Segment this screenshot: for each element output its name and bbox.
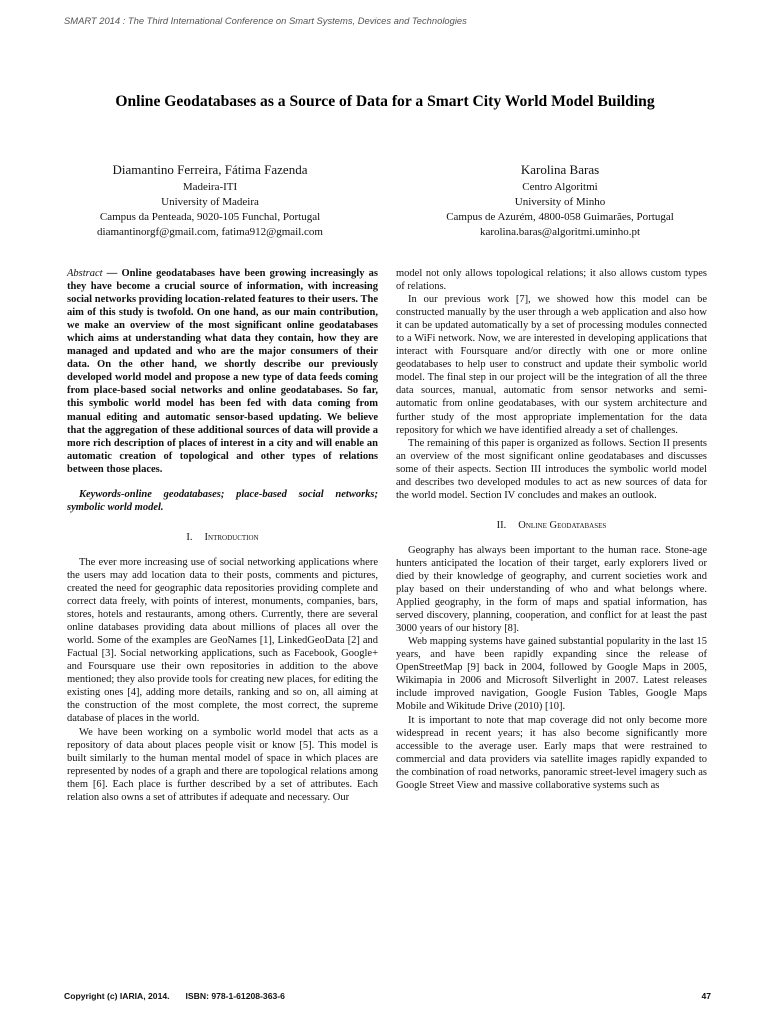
left-column — [67, 267, 378, 804]
section-heading-online-geodatabases — [396, 519, 707, 532]
paragraph: In our previous work [7], we showed how this model can be constructed manually by the user through a web application and also how it can be updated automatically by a set of processing modules connected to a WiFi network. Now, we are interested in developing applications that interact with Foursquare and/or directly with one or more online geodatabases to help user to construct and update their symbolic world model. The final step in our project will be the integration of all the three data sources, manual, automatic from sensor networks and semi-automatic from online geodatabases, with our system architecture and further study of the most appropriate implementation for the data repository for which we have identified already a set of challenges. — [396, 294, 707, 436]
abstract — [67, 267, 378, 476]
paragraph: We have been working on a symbolic world model that acts as a repository of data about places people visit or know [5]. This model is built similarly to the human mental model of space in which places are represented by nodes of a graph and there are topological relations among them [6]. Each place is further described by a set of attributes. Each relation also owns a set of attributes if adequate and necessary. Our — [67, 726, 378, 803]
section-number: I. — [186, 531, 193, 543]
author-address: Campus de Azurém, 4800-058 Guimarães, Portugal — [446, 211, 674, 223]
paragraph: Web mapping systems have gained substantial popularity in the last 15 years, and have been rapidly expanding since the release of OpenStreetMap [9] back in 2004, followed by Google Maps in 2005, Wikimapia in 2006 and Microsoft Silverlight in 2007. Latest releases include improved navigation, Google Fusion Tables, Google Maps Mobile and Wikitude Drive (2010) [10]. — [396, 636, 707, 713]
isbn-text: ISBN: 978-1-61208-363-6 — [185, 991, 285, 1001]
footer-copyright — [64, 991, 285, 1001]
paragraph: The ever more increasing use of social networking applications where the users may add location data to their posts, comments and pictures, created the need for geographic data repositories providing complete and correct data freely, with points of interest, monuments, companies, bars, stores, hotels and restaurants, among others. Currently, there are several online databases providing data about millions of places all over the world. Some of the examples are GeoNames [1], LinkedGeoData [2] and Factual [3]. Social networking applications, such as Facebook, Google+ and Foursquare use their own repositories in addition to the above mentioned; they also provide tools for creating new places, for editing the existing ones [4], adding more details, ranking and so on, all aiming at the construction of the most complete, the most correct, the supreme database of places in the world. — [67, 556, 378, 725]
running-header: SMART 2014 : The Third International Conference on Smart Systems, Devices and Technologies — [64, 15, 467, 26]
abstract-text: Online geodatabases have been growing increasingly as they have become a crucial source of information, with increasing social networks providing location-related features to their users. The aim of this study is twofold. On one hand, as our main contribution, we make an overview of the most significant online geodatabases which aims at understanding what data they contain, how they are managed and updated and who are the major consumers of their data. On the other hand, we shortly describe our previously developed world model and propose a new type of data feeds coming from place-based social networks and online geodatabases. So far, this symbolic world model has been fed with data coming from manual editing and automatic sensor-based updating. We believe that the aggregation of these additional sources of data will provide a more rich description of places of interest in a city and will enable an automatic creation of topological and other types of relations between those places. — [67, 268, 378, 475]
copyright-text: Copyright (c) IARIA, 2014. — [64, 991, 170, 1001]
author-org: Madeira-ITI — [182, 181, 238, 193]
right-column — [396, 267, 707, 792]
author-names: Karolina Baras — [520, 162, 600, 177]
author-names: Diamantino Ferreira, Fátima Fazenda — [112, 162, 308, 177]
paragraph: Geography has always been important to the human race. Stone-age hunters anticipated the location of their target, early explorers lived or died by their knowledge of geography, and current societies work and play based on their understanding of who and what belongs where. Applied geography, in the form of maps and spatial information, has served discovery, planning, cooperation, and conflict for at least the past 3000 years of our history [8]. — [396, 544, 707, 635]
author-institution: University of Minho — [514, 196, 606, 208]
paragraph: The remaining of this paper is organized as follows. Section II presents an overview of the most significant online geodatabases and discusses some of their aspects. Section III introduces the symbolic world model and describes two developed modules to act as new sources of data for the world model. Section IV concludes and makes an outlook. — [396, 437, 707, 501]
author-email: karolina.baras@algoritmi.uminho.pt — [479, 226, 641, 238]
paragraph: It is important to note that map coverage did not only become more widespread in recent years; it has also become significantly more accessible to the average user. Early maps that were restrained to commercial and data providers via satellite images rapidly expanded to the combination of road networks, panoramic street-level imagery such as Google Street View and massive collaborative systems such as — [396, 714, 707, 791]
section-heading-introduction — [67, 531, 378, 544]
page-number: 47 — [701, 991, 711, 1001]
paper-title: Online Geodatabases as a Source of Data for a Smart City World Model Building — [115, 93, 655, 110]
author-block-2 — [390, 161, 730, 240]
abstract-lead: Abstract — [67, 268, 103, 279]
abstract-dash: — — [102, 268, 122, 279]
author-email: diamantinorgf@gmail.com, fatima912@gmail.com — [97, 226, 323, 238]
section-title: Introduction — [204, 531, 259, 543]
section-number: II. — [496, 519, 507, 531]
author-org: Centro Algoritmi — [522, 181, 598, 193]
keywords: Keywords-online geodatabases; place-based social networks; symbolic world model. — [67, 488, 378, 513]
paragraph-continuation: model not only allows topological relations; it also allows custom types of relations. — [396, 268, 707, 293]
author-institution: University of Madeira — [161, 196, 259, 208]
section-title: Online Geodatabases — [518, 519, 607, 531]
author-block-1 — [40, 161, 380, 240]
author-address: Campus da Penteada, 9020-105 Funchal, Portugal — [99, 211, 321, 223]
